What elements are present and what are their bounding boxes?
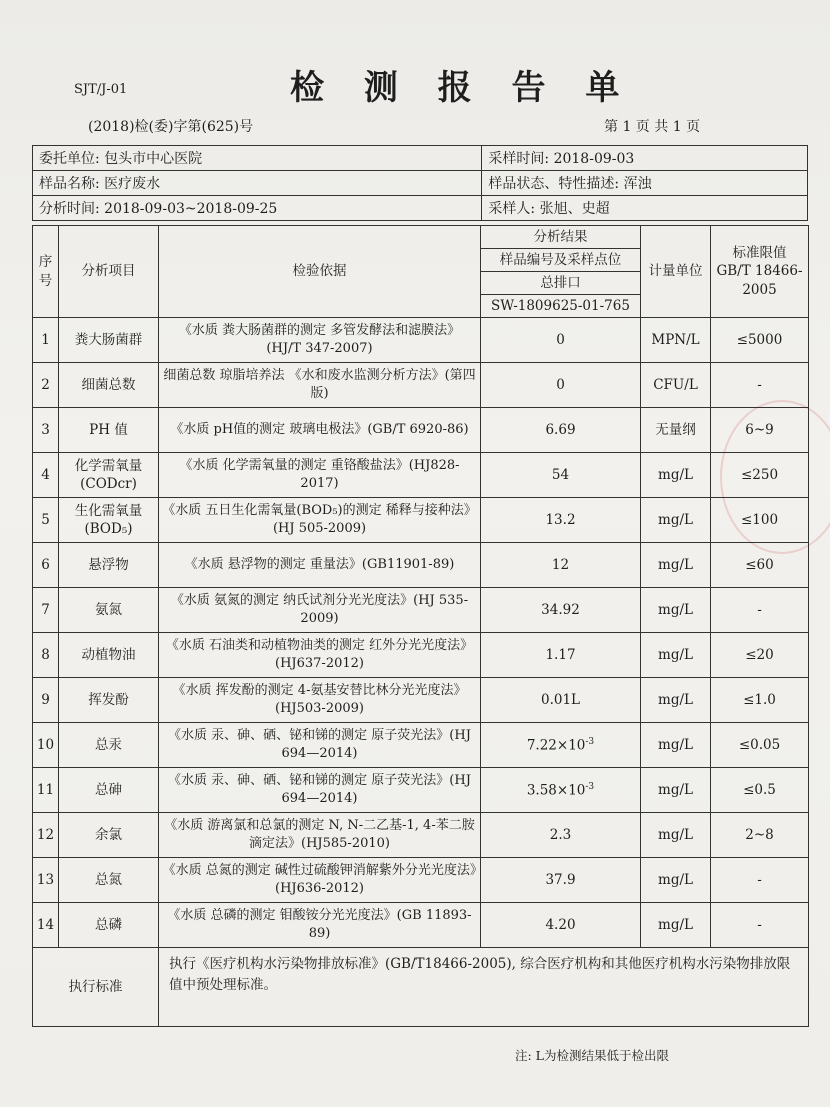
row-basis: 《水质 pH值的测定 玻璃电极法》(GB/T 6920-86) <box>159 408 481 453</box>
table-row <box>33 633 809 678</box>
footnote: 注: L为检测结果低于检出限 <box>515 1048 669 1063</box>
client-field: 委托单位: 包头市中心医院 <box>33 146 482 171</box>
col-header-unit: 计量单位 <box>641 226 711 318</box>
row-result: 54 <box>481 453 641 498</box>
row-basis: 《水质 总氮的测定 碱性过硫酸钾消解紫外分光光度法》(HJ636-2012) <box>159 858 481 903</box>
row-item: 细菌总数 <box>59 363 159 408</box>
row-unit: MPN/L <box>641 318 711 363</box>
row-unit: mg/L <box>641 588 711 633</box>
row-limit: ≤1.0 <box>711 678 809 723</box>
row-limit: ≤0.05 <box>711 723 809 768</box>
row-limit: ≤60 <box>711 543 809 588</box>
row-limit: ≤100 <box>711 498 809 543</box>
row-result: 0 <box>481 318 641 363</box>
row-basis: 《水质 石油类和动植物油类的测定 红外分光光度法》(HJ637-2012) <box>159 633 481 678</box>
row-no: 2 <box>33 363 59 408</box>
row-item: 氨氮 <box>59 588 159 633</box>
row-result: 1.17 <box>481 633 641 678</box>
result-exponent: -3 <box>585 736 595 747</box>
standard-label: 执行标准 <box>33 948 159 1027</box>
row-unit: mg/L <box>641 633 711 678</box>
row-item: 余氯 <box>59 813 159 858</box>
page-title: 检 测 报 告 单 <box>290 68 634 108</box>
row-result: $3.58\times 10^{-3}$ <box>481 768 641 813</box>
row-item: 总磷 <box>59 903 159 948</box>
col-header-item: 分析项目 <box>59 226 159 318</box>
row-no: 9 <box>33 678 59 723</box>
row-unit: mg/L <box>641 813 711 858</box>
row-no: 7 <box>33 588 59 633</box>
row-basis: 《水质 总磷的测定 钼酸铵分光光度法》(GB 11893-89) <box>159 903 481 948</box>
row-no: 11 <box>33 768 59 813</box>
row-result: 13.2 <box>481 498 641 543</box>
row-limit: - <box>711 903 809 948</box>
row-result: $7.22\times 10^{-3}$ <box>481 723 641 768</box>
row-item: 化学需氧量(CODcr) <box>59 453 159 498</box>
row-basis: 《水质 游离氯和总氯的测定 N, N-二乙基-1, 4-苯二胺滴定法》(HJ585-2010) <box>159 813 481 858</box>
sample-time-field: 采样时间: 2018-09-03 <box>482 146 808 171</box>
sample-state-field: 样品状态、特性描述: 浑浊 <box>482 171 808 196</box>
col-header-sample-id: SW-1809625-01-765 <box>481 295 641 318</box>
row-no: 4 <box>33 453 59 498</box>
row-unit: CFU/L <box>641 363 711 408</box>
row-no: 12 <box>33 813 59 858</box>
row-unit: mg/L <box>641 723 711 768</box>
col-header-limit: 标准限值 GB/T 18466-2005 <box>711 226 809 318</box>
row-result: 37.9 <box>481 858 641 903</box>
row-unit: mg/L <box>641 678 711 723</box>
row-item: PH 值 <box>59 408 159 453</box>
row-limit: - <box>711 858 809 903</box>
row-unit: mg/L <box>641 768 711 813</box>
row-unit: mg/L <box>641 453 711 498</box>
row-item: 挥发酚 <box>59 678 159 723</box>
row-item: 总氮 <box>59 858 159 903</box>
row-result: 12 <box>481 543 641 588</box>
row-item: 总砷 <box>59 768 159 813</box>
table-row <box>33 498 809 543</box>
row-item: 粪大肠菌群 <box>59 318 159 363</box>
sample-name-field: 样品名称: 医疗废水 <box>33 171 482 196</box>
analysis-time-field: 分析时间: 2018-09-03~2018-09-25 <box>33 196 482 221</box>
row-limit: - <box>711 363 809 408</box>
row-unit: 无量纲 <box>641 408 711 453</box>
row-basis: 《水质 粪大肠菌群的测定 多管发酵法和滤膜法》(HJ/T 347-2007) <box>159 318 481 363</box>
row-no: 14 <box>33 903 59 948</box>
table-row <box>33 813 809 858</box>
col-header-basis: 检验依据 <box>159 226 481 318</box>
row-basis: 《水质 汞、砷、硒、铋和锑的测定 原子荧光法》(HJ 694—2014) <box>159 768 481 813</box>
row-no: 5 <box>33 498 59 543</box>
row-result: 0 <box>481 363 641 408</box>
row-no: 8 <box>33 633 59 678</box>
row-basis: 《水质 挥发酚的测定 4-氨基安替比林分光光度法》(HJ503-2009) <box>159 678 481 723</box>
col-header-no: 序号 <box>33 226 59 318</box>
row-item: 动植物油 <box>59 633 159 678</box>
table-row <box>33 858 809 903</box>
table-row <box>33 678 809 723</box>
results-table <box>32 225 809 1027</box>
row-limit: ≤5000 <box>711 318 809 363</box>
table-row <box>33 408 809 453</box>
table-row <box>33 768 809 813</box>
row-basis: 《水质 五日生化需氧量(BOD₅)的测定 稀释与接种法》(HJ 505-2009) <box>159 498 481 543</box>
row-no: 6 <box>33 543 59 588</box>
col-header-result: 分析结果 <box>481 226 641 249</box>
table-row <box>33 363 809 408</box>
row-no: 13 <box>33 858 59 903</box>
row-limit: ≤250 <box>711 453 809 498</box>
row-item: 悬浮物 <box>59 543 159 588</box>
form-code: SJT/J-01 <box>74 82 128 97</box>
row-no: 3 <box>33 408 59 453</box>
table-row <box>33 723 809 768</box>
row-unit: mg/L <box>641 858 711 903</box>
row-result: 34.92 <box>481 588 641 633</box>
table-row <box>33 588 809 633</box>
row-limit: ≤20 <box>711 633 809 678</box>
result-exponent: -3 <box>585 781 595 792</box>
row-basis: 《水质 悬浮物的测定 重量法》(GB11901-89) <box>159 543 481 588</box>
page-number: 第 1 页 共 1 页 <box>604 119 701 135</box>
row-result: 6.69 <box>481 408 641 453</box>
col-header-outlet: 总排口 <box>481 272 641 295</box>
row-unit: mg/L <box>641 543 711 588</box>
row-limit: 6~9 <box>711 408 809 453</box>
row-limit: ≤0.5 <box>711 768 809 813</box>
table-row <box>33 903 809 948</box>
row-unit: mg/L <box>641 903 711 948</box>
row-basis: 细菌总数 琼脂培养法 《水和废水监测分析方法》(第四版) <box>159 363 481 408</box>
row-item: 生化需氧量(BOD₅) <box>59 498 159 543</box>
table-row <box>33 543 809 588</box>
row-basis: 《水质 化学需氧量的测定 重铬酸盐法》(HJ828-2017) <box>159 453 481 498</box>
row-result: 2.3 <box>481 813 641 858</box>
row-limit: - <box>711 588 809 633</box>
row-basis: 《水质 汞、砷、硒、铋和锑的测定 原子荧光法》(HJ 694—2014) <box>159 723 481 768</box>
table-row <box>33 318 809 363</box>
row-limit: 2~8 <box>711 813 809 858</box>
standard-text: 执行《医疗机构水污染物排放标准》(GB/T18466-2005), 综合医疗机构和其他医疗机构水污染物排放限值中预处理标准。 <box>159 948 809 1027</box>
info-table <box>32 145 808 221</box>
sampler-field: 采样人: 张旭、史超 <box>482 196 808 221</box>
row-item: 总汞 <box>59 723 159 768</box>
table-row <box>33 453 809 498</box>
row-result: 0.01L <box>481 678 641 723</box>
document-number: (2018)检(委)字第(625)号 <box>88 119 254 135</box>
row-no: 10 <box>33 723 59 768</box>
row-basis: 《水质 氨氮的测定 纳氏试剂分光光度法》(HJ 535-2009) <box>159 588 481 633</box>
row-unit: mg/L <box>641 498 711 543</box>
row-result: 4.20 <box>481 903 641 948</box>
row-no: 1 <box>33 318 59 363</box>
col-header-sample-point: 样品编号及采样点位 <box>481 249 641 272</box>
